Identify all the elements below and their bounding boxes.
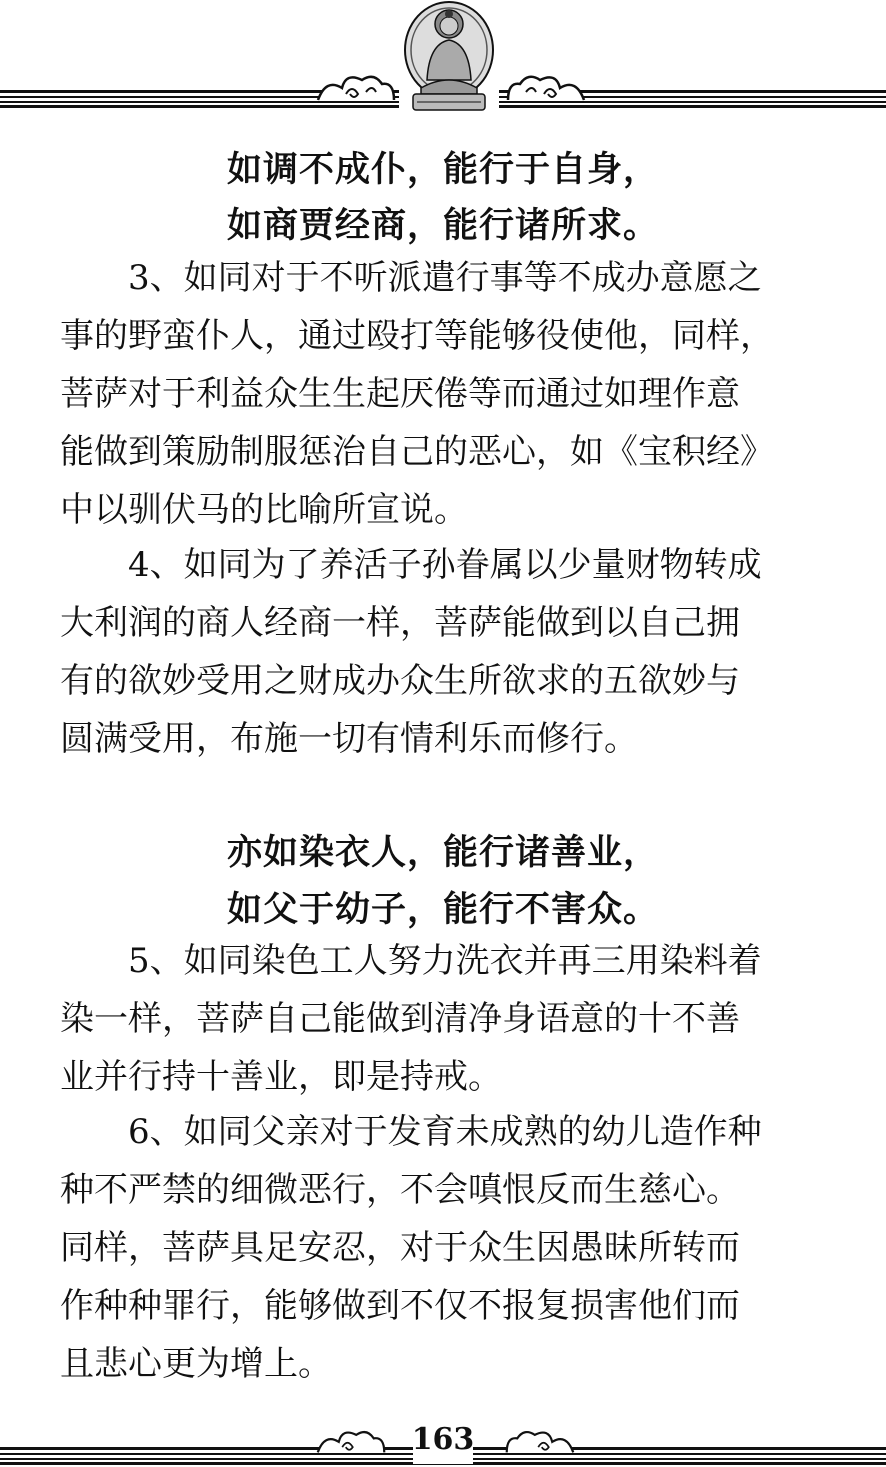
- paragraph-line: 5、如同染色工人努力洗衣并再三用染料着: [128, 941, 762, 981]
- page-number: 163: [411, 1422, 475, 1457]
- verse-1-line-1: 如调不成仆，能行于自身，: [226, 150, 659, 190]
- paragraph-line: 且悲心更为增上。: [60, 1344, 332, 1384]
- paragraph-line: 同样，菩萨具足安忍，对于众生因愚昧所转而: [60, 1228, 740, 1268]
- cloud-ornament-left-icon: [316, 70, 396, 104]
- paragraph-line: 3、如同对于不听派遣行事等不成办意愿之: [128, 258, 762, 298]
- cloud-ornament-right-icon: [506, 70, 586, 104]
- paragraph-line: 能做到策励制服惩治自己的恶心，如《宝积经》: [60, 432, 774, 472]
- buddha-emblem-icon: [399, 0, 499, 112]
- paragraph-line: 种不严禁的细微恶行，不会嗔恨反而生慈心。: [60, 1170, 740, 1210]
- paragraph-line: 业并行持十善业，即是持戒。: [60, 1057, 502, 1097]
- paragraph-line: 作种种罪行，能够做到不仅不报复损害他们而: [60, 1286, 740, 1326]
- paragraph-line: 菩萨对于利益众生生起厌倦等而通过如理作意: [60, 374, 740, 414]
- paragraph-3: [60, 249, 844, 539]
- paragraph-line: 有的欲妙受用之财成办众生所欲求的五欲妙与: [60, 661, 740, 701]
- paragraph-line: 事的野蛮仆人，通过殴打等能够役使他，同样，: [60, 316, 774, 356]
- verse-2-line-2: 如父于幼子，能行不害众。: [226, 890, 659, 930]
- paragraph-line: 4、如同为了养活子孙眷属以少量财物转成: [128, 545, 762, 585]
- paragraph-line: 6、如同父亲对于发育未成熟的幼儿造作种: [128, 1112, 762, 1152]
- verse-2-line-1: 亦如染衣人，能行诸善业，: [226, 833, 659, 873]
- paragraph-6: [60, 1103, 844, 1393]
- verse-1-line-2: 如商贾经商，能行诸所求。: [226, 206, 659, 246]
- paragraph-5: [60, 932, 844, 1106]
- paragraph-line: 染一样，菩萨自己能做到清净身语意的十不善: [60, 999, 740, 1039]
- paragraph-line: 中以驯伏马的比喻所宣说。: [60, 490, 468, 530]
- paragraph-4: [60, 536, 844, 768]
- paragraph-line: 大利润的商人经商一样，菩萨能做到以自己拥: [60, 603, 740, 643]
- paragraph-line: 圆满受用，布施一切有情利乐而修行。: [60, 719, 638, 759]
